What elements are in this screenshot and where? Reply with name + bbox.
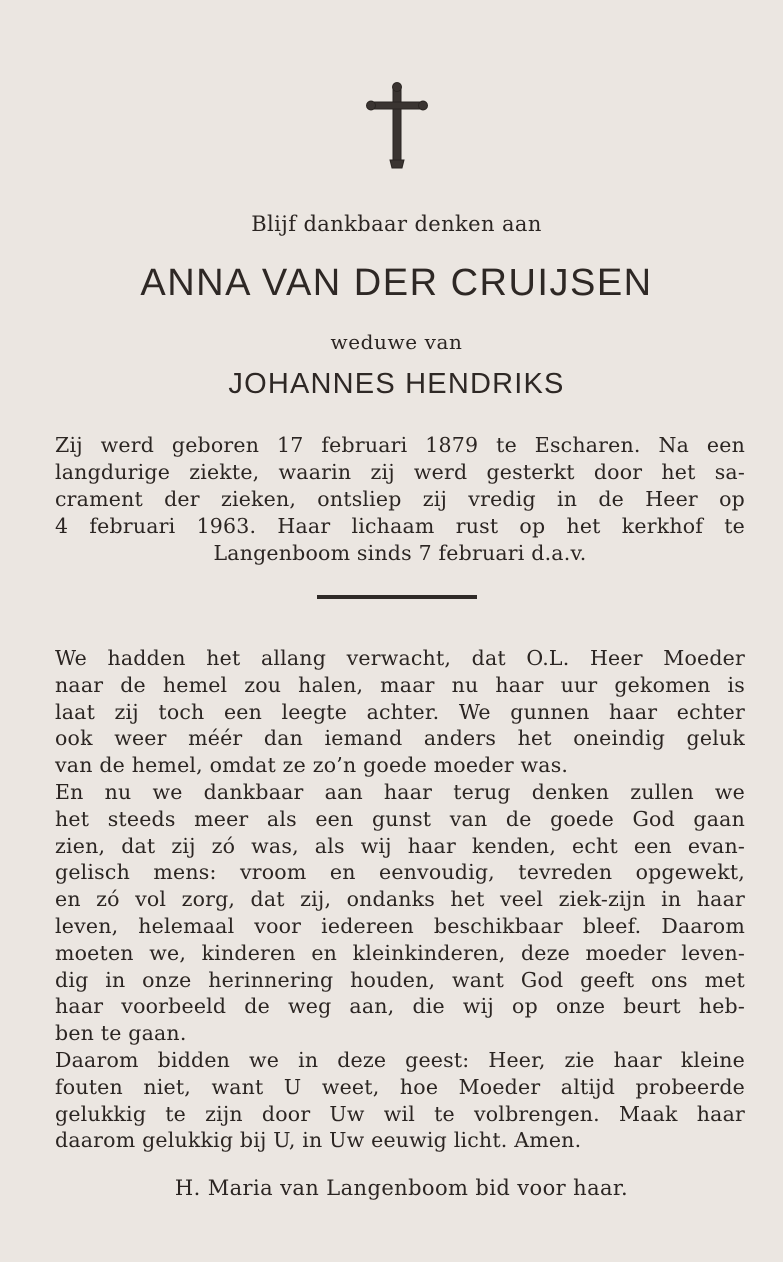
bio-line: crament der zieken, ontsliep zij vredig in de Heer op bbox=[55, 487, 745, 511]
text-line: haar voorbeeld de weg aan, die wij op onze beurt heb- bbox=[55, 994, 745, 1019]
deceased-name: ANNA VAN DER CRUIJSEN bbox=[140, 262, 653, 304]
widow-of-text: weduwe van bbox=[330, 330, 463, 354]
text-line: van de hemel, omdat ze zo’n goede moeder was. bbox=[55, 753, 569, 778]
biography bbox=[55, 432, 745, 567]
memorial-text bbox=[55, 645, 745, 1154]
text-line: laat zij toch een leegte achter. We gunnen haar echter bbox=[55, 699, 745, 724]
text-line: Daarom bidden we in deze geest: Heer, zie haar kleine bbox=[55, 1047, 745, 1072]
text-line: gelisch mens: vroom en eenvoudig, tevreden opgewekt, bbox=[55, 860, 745, 885]
text-line: zien, dat zij zó was, als wij haar kenden, echt een evan- bbox=[55, 833, 745, 858]
divider bbox=[317, 595, 477, 599]
bio-line: Langenboom sinds 7 februari d.a.v. bbox=[213, 541, 587, 565]
text-line: ben te gaan. bbox=[55, 1021, 187, 1046]
text-line: en zó vol zorg, dat zij, ondanks het veel ziek-zijn in haar bbox=[55, 887, 745, 912]
bio-line: langdurige ziekte, waarin zij werd gesterkt door het sa- bbox=[55, 460, 745, 484]
intro-text: Blijf dankbaar denken aan bbox=[251, 212, 542, 236]
text-line: moeten we, kinderen en kleinkinderen, deze moeder leven- bbox=[55, 940, 745, 965]
text-line: fouten niet, want U weet, hoe Moeder altijd probeerde bbox=[55, 1074, 745, 1099]
text-line: En nu we dankbaar aan haar terug denken zullen we bbox=[55, 779, 745, 804]
text-line: leven, helemaal voor iedereen beschikbaar bleef. Daarom bbox=[55, 913, 745, 938]
text-line: het steeds meer als een gunst van de goede God gaan bbox=[55, 806, 745, 831]
bio-line: 4 februari 1963. Haar lichaam rust op het kerkhof te bbox=[55, 514, 745, 538]
text-line: dig in onze herinnering houden, want God geeft ons met bbox=[55, 967, 745, 992]
text-line: We hadden het allang verwacht, dat O.L. Heer Moeder bbox=[55, 646, 745, 670]
cross-icon bbox=[366, 80, 428, 172]
text-line: naar de hemel zou halen, maar nu haar uur gekomen is bbox=[55, 672, 745, 697]
text-line: ook weer méér dan iemand anders het oneindig geluk bbox=[55, 726, 745, 751]
husband-name: JOHANNES HENDRIKS bbox=[228, 368, 565, 400]
text-line: daarom gelukkig bij U, in Uw eeuwig licht. Amen. bbox=[55, 1128, 582, 1153]
bio-line: Zij werd geboren 17 februari 1879 te Escharen. Na een bbox=[55, 433, 745, 457]
closing-prayer: H. Maria van Langenboom bid voor haar. bbox=[174, 1176, 629, 1200]
text-line: gelukkig te zijn door Uw wil te volbrengen. Maak haar bbox=[55, 1101, 745, 1126]
